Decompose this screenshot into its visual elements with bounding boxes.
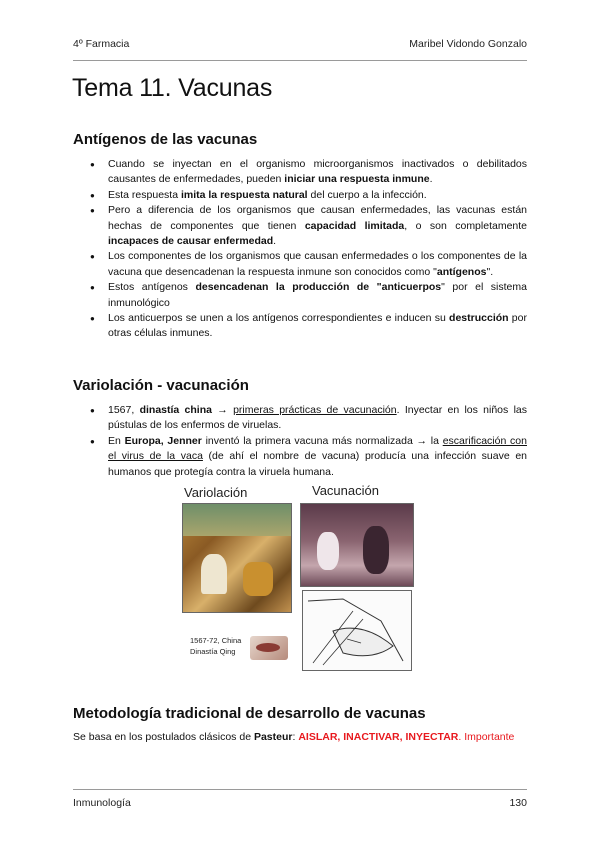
arm-scarification-drawing <box>302 590 412 671</box>
jenner-vaccination-engraving <box>300 503 414 587</box>
figure-caption-dynasty: Dinastía Qing <box>190 647 236 656</box>
list-item: ● Esta respuesta imita la respuesta natural del cuerpo a la infección. <box>90 188 527 203</box>
section-heading-variolation: Variolación - vacunación <box>73 377 249 394</box>
list-item: ● En Europa, Jenner inventó la primera vacuna más normalizada → la escarificación con el virus de la vaca (de ahí el nombre de vacuna) producía una infección suave en humanos que protegía contra la viruela humana. <box>90 434 527 480</box>
pasteur-postulates-text: Se basa en los postulados clásicos de Pasteur: AISLAR, INACTIVAR, INYECTAR. Importante <box>73 731 515 743</box>
footer-subject: Inmunología <box>73 797 131 809</box>
page-number: 130 <box>509 797 527 809</box>
list-item: ● 1567, dinastía china → primeras prácticas de vacunación. Inyectar en los niños las pústulas de los enfermos de viruelas. <box>90 403 527 434</box>
list-item: ● Pero a diferencia de los organismos que causan enfermedades, las vacunas están hechas de componentes que tienen capacidad limitada, o son completamente incapaces de causar enfermedad. <box>90 203 527 249</box>
footer-divider <box>73 789 527 790</box>
section-heading-methodology: Metodología tradicional de desarrollo de vacunas <box>73 705 426 722</box>
section-heading-antigens: Antígenos de las vacunas <box>73 131 258 148</box>
header-author: Maribel Vidondo Gonzalo <box>409 38 527 50</box>
antigens-list <box>90 157 527 342</box>
variolation-vaccination-figure <box>178 483 418 671</box>
chinese-variolation-painting <box>182 503 292 613</box>
figure-caption-date: 1567-72, China <box>190 636 242 645</box>
list-item: ● Estos antígenos desencadenan la producción de "anticuerpos" por el sistema inmunológico <box>90 280 527 311</box>
figure-label-variolation: Variolación <box>184 485 248 500</box>
header-course: 4º Farmacia <box>73 38 130 50</box>
list-item: ● Los componentes de los organismos que causan enfermedades o los componentes de la vacuna que desencadenan la respuesta inmune son conocidos como "antígenos". <box>90 249 527 280</box>
pustule-photo <box>250 636 288 660</box>
variolation-list <box>90 403 527 480</box>
list-item: ● Cuando se inyectan en el organismo microorganismos inactivados o debilitados causantes de enfermedades, pueden iniciar una respuesta inmune. <box>90 157 527 188</box>
header-divider <box>73 60 527 61</box>
page-title: Tema 11. Vacunas <box>72 74 273 102</box>
list-item: ● Los anticuerpos se unen a los antígenos correspondientes e inducen su destrucción por otras células inmunes. <box>90 311 527 342</box>
figure-label-vaccination: Vacunación <box>312 483 379 498</box>
